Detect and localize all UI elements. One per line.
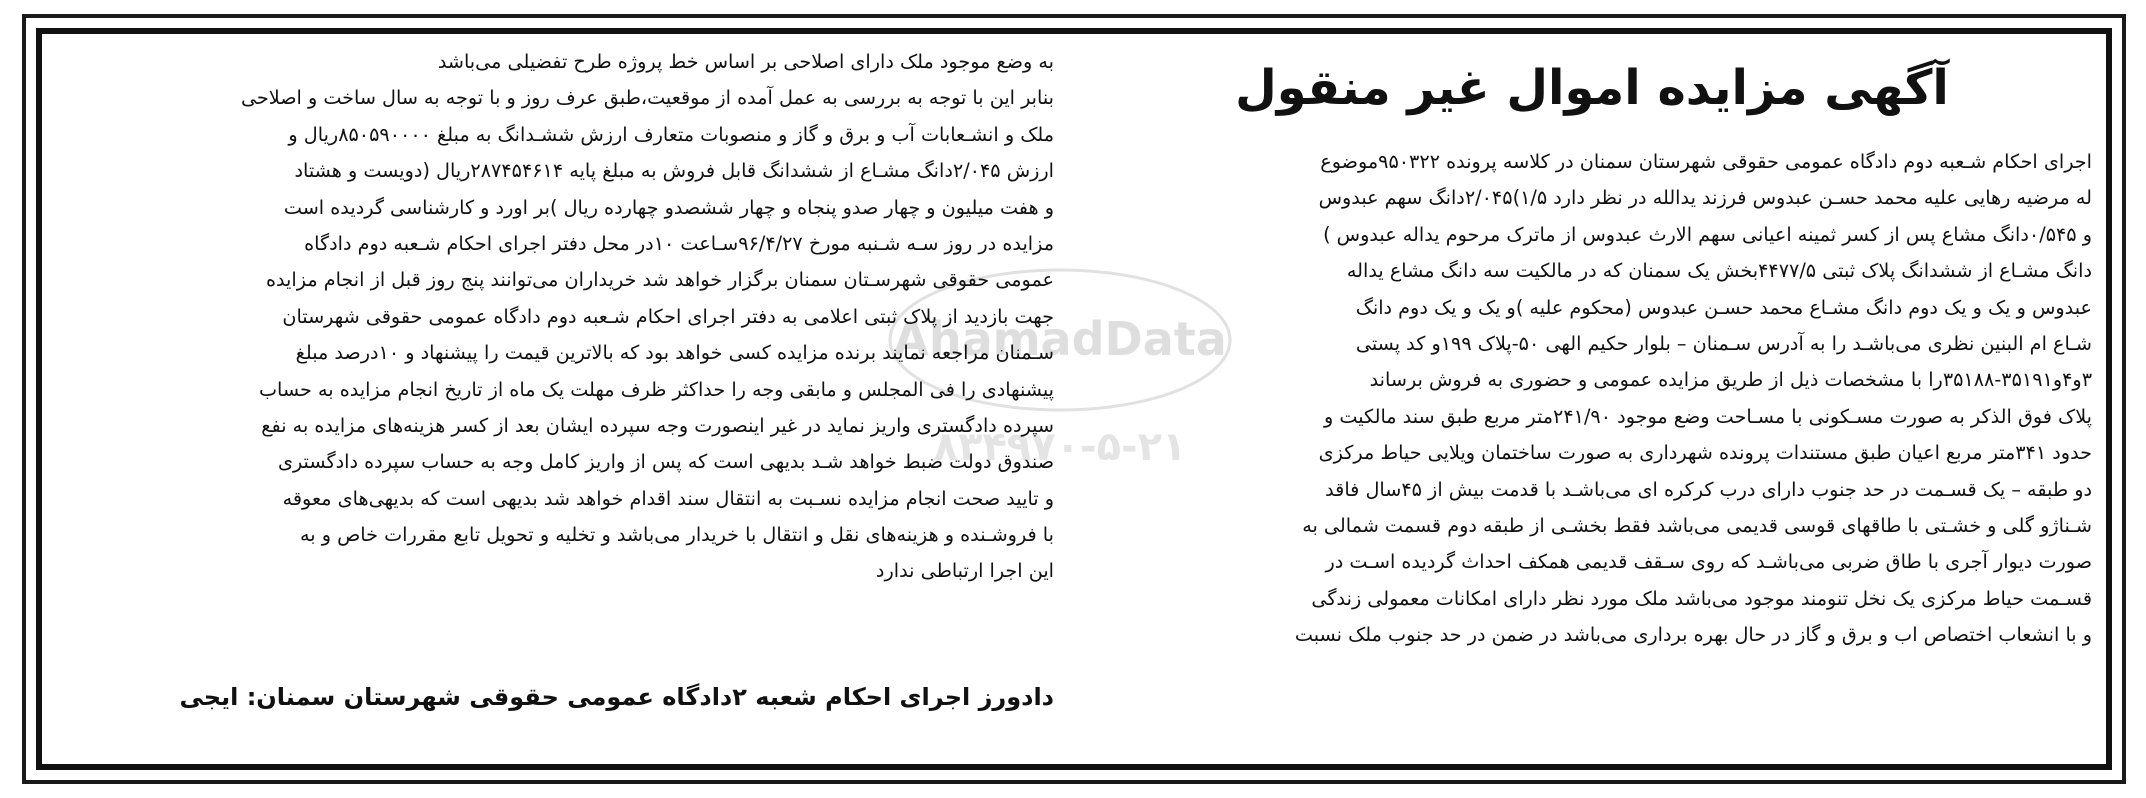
notice-text-line: سـمنان مراجعه نمایند برنده مزایده کسی خواهد بود که بالاترین قیمت را پیشنهاد و ۱۰درصد مبلغ [295, 341, 1054, 365]
notice-text-line: مزایده در روز سـه شـنبه مورخ ۹۶/۴/۲۷سـاعت ۱۰در محل دفتر اجرای احکام شـعبه دوم دادگاه [304, 231, 1054, 255]
notice-text-line: پلاک فوق الذکر به صورت مسـکونی با مسـاحت وضع موجود ۲۴۱/۹۰متر مربع طبق سند مالکیت و [1324, 404, 2092, 428]
notice-text-line: صندوق دولت ضبط خواهد شـد بدیهی است که پس از واریز کامل وجه به حساب سپرده دادگستری [277, 450, 1054, 474]
notice-text-line: و ۰/۵۴۵دانگ مشاع پس از کسر ثمینه اعیانی سهم الارث عبدوس از ماترک مرحوم یداله عبدوس ) [1323, 222, 2092, 246]
notice-text-line: حدود ۳۴۱متر مربع اعیان طبق مستندات پرونده شهرداری به صورت ساختمان ویلایی حیاط مرکزی [1318, 441, 2092, 465]
notice-right-column [1092, 44, 2092, 653]
notice-text-line: پیشنهادی را فی المجلس و مابقی وجه را حداکثر ظرف مهلت یک ماه از تاریخ انجام مزایده به حساب [258, 377, 1054, 401]
notice-text-line: قسـمت حیاط مرکزی یک نخل تنومند موجود می‌باشد ملک مورد نظر دارای امکانات معمولی زندگی [1311, 586, 2092, 610]
watermark-phone: ۸۳۴۹۷۰-۵-۲۱ [933, 424, 1187, 470]
notice-text-line: عمومی حقوقی شهرسـتان سمنان برگزار خواهد شد خریداران می‌توانند پنج روز قبل از انجام مزایده [265, 268, 1054, 292]
notice-text-line: و تایید صحت انجام مزایده نسـبت به انتقال سند اقدام خواهد شد بدیهی است که بدیهی‌های معوقه [282, 486, 1054, 510]
notice-text-line: ۳و۴و۳۵۱۹۱-۳۵۱۸۸را با مشخصات ذیل از طریق مزایده عمومی و حضوری به فروش برساند [1369, 368, 2092, 392]
signature-line: دادورز اجرای احکام شعبه ۲دادگاه عمومی حقوقی شهرستان سمنان: ایجی [179, 683, 1054, 711]
notice-text-line: جهت بازدید از پلاک ثبتی اعلامی به دفتر اجرای احکام شـعبه دوم دادگاه عمومی حقوقی شهرستان [282, 304, 1054, 328]
notice-text-line: سپرده دادگستری واریز نماید در غیر اینصورت وجه سپرده ایشان بعد از کسر هزینه‌های مزایده به نفع [261, 413, 1054, 437]
notice-text-line: و هفت میلیون و چهار صدو پنجاه و چهار ششصدو چهارده ریال )بر اورد و کارشناسی گردیده است [283, 195, 1054, 219]
notice-text-line: شـناژو گلی و خشـتی با طاقهای قوسی قدیمی می‌باشد فقط بخشـی از طبقه دوم قسمت شمالی به [1302, 513, 2092, 537]
notice-text-line: با فروشـنده و هزینه‌های نقل و انتقال با خریدار می‌باشد و تخلیه و تحویل تابع مقررات خاص و به [300, 523, 1054, 547]
notice-title: آگهی مزایده اموال غیر منقول [1235, 60, 1949, 116]
notice-text-line: بنابر این با توجه به بررسی به عمل آمده از موقعیت،طبق عرف روز و با توجه به سال ساخت و اصلاحی [240, 86, 1054, 110]
left-column-body [54, 44, 1054, 590]
right-column-body [1092, 144, 2092, 653]
notice-text-line: عبدوس و یک و یک دوم دانگ مشـاع محمد حسـن عبدوس (محکوم علیه )و یک و یک دوم دانگ [1355, 295, 2092, 319]
watermark-brand: AhamadData [893, 312, 1227, 366]
notice-text-line: له مرضیه رهایی علیه محمد حسـن عبدوس فرزند یدالله در نظر دارد ۱/۵)۲/۰۴۵دانگ سهم عبدوس [1318, 186, 2092, 210]
notice-text-line: و با انشعاب اختصاص اب و برق و گاز در حال بهره برداری می‌باشد در ضمن در حد جنوب ملک نسبت [1294, 623, 2092, 647]
notice-left-column [54, 44, 1054, 590]
notice-text-line: ملک و انشـعابات آب و برق و گاز و منصوبات متعارف ارزش ششـدانگ به مبلغ ۸۵۰۵۹۰۰۰۰ریال و [288, 122, 1054, 146]
notice-text-line: شـاع ام البنین نظری می‌باشـد را به آدرس سـمنان – بلوار حکیم الهی ۵۰-پلاک ۱۹۹و کد پستی [1355, 331, 2092, 355]
notice-text-line: ارزش ۲/۰۴۵دانگ مشـاع از ششدانگ قابل فروش به مبلغ پایه ۲۸۷۴۵۴۶۱۴ریال (دویست و هشتاد [294, 159, 1054, 183]
notice-text-line: اجرای احکام شـعبه دوم دادگاه عمومی حقوقی شهرستان سمنان در کلاسه پرونده ۹۵۰۳۲۲موضوع [1320, 150, 2092, 173]
notice-text-line: این اجرا ارتباطی ندارد [875, 559, 1054, 583]
notice-text-line: به وضع موجود ملک دارای اصلاحی بر اساس خط پروژه طرح تفضیلی می‌باشد [437, 50, 1054, 73]
notice-text-line: دو طبقه – یک قسـمت در حد جنوب دارای درب کرکره ای می‌باشـد با قدمت بیش از ۴۵سال فاقد [1325, 477, 2092, 501]
notice-text-line: دانگ مشـاع از ششدانگ پلاک ثبتی ۴۴۷۷/۵بخش یک سمنان که در مالکیت سه دانگ مشاع یداله [1346, 259, 2092, 283]
notice-text-line: صورت دیوار آجری با طاق ضربی می‌باشـد که روی سـقف قدیمی همکف احداث گردیده اسـت در [1325, 550, 2092, 574]
